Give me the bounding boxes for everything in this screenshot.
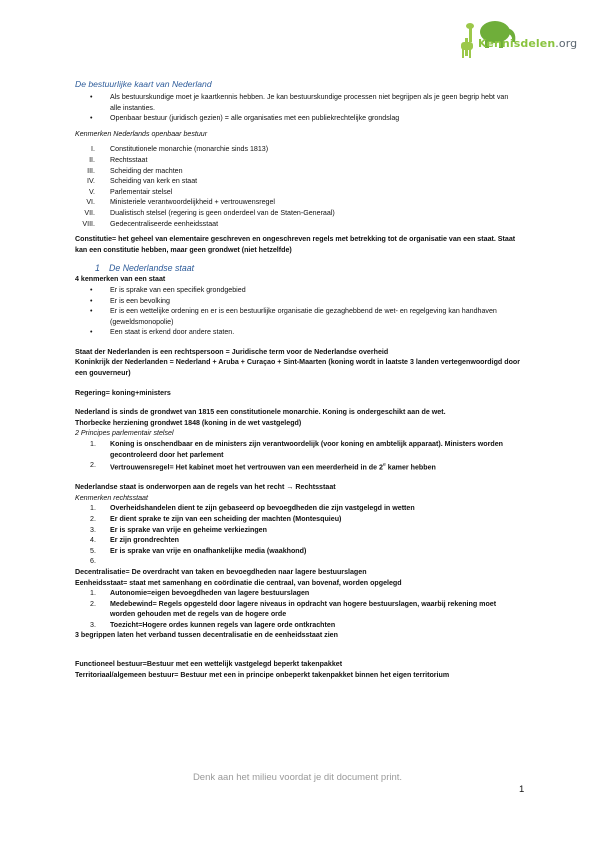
list-text: Er is sprake van vrije en onafhankelijke media (waakhond) <box>110 546 307 555</box>
arrow-icon: → <box>286 483 294 492</box>
list-text: Constitutionele monarchie (monarchie sinds 1813) <box>110 145 269 154</box>
list-number: VIII. <box>82 219 95 228</box>
document-body <box>75 78 520 680</box>
list-item <box>75 546 520 557</box>
list-text: Autonomie=eigen bevoegdheden van lagere bestuurslagen <box>110 589 310 598</box>
logo-domain-text: .org <box>555 37 578 50</box>
giraffe-icon <box>461 23 474 58</box>
section-heading <box>95 262 520 274</box>
grondwet-paragraph: Nederland is sinds de grondwet van 1815 een constitutionele monarchie. Koning is ondergeschikt aan de wet. <box>75 408 446 417</box>
list-item <box>75 514 520 525</box>
principes-list <box>75 439 520 473</box>
staat-intro: 4 kenmerken van een staat <box>75 275 166 284</box>
list-text-tail: kamer hebben <box>385 463 436 472</box>
kenmerken-list <box>75 144 520 229</box>
list-text: Ministeriele verantwoordelijkheid + vertrouwensregel <box>110 198 276 207</box>
list-number: 4. <box>90 536 96 545</box>
list-number: 3. <box>90 525 96 534</box>
rechtsstaat-heading: Kenmerken rechtsstaat <box>75 493 148 502</box>
logo-main-text: Kennisdelen <box>478 37 556 50</box>
footer-note: Denk aan het milieu voordat je dit document print. <box>192 772 403 783</box>
list-item <box>75 535 520 546</box>
list-item <box>75 588 520 599</box>
list-item <box>75 599 520 620</box>
superscript: e <box>383 462 386 469</box>
staat-list <box>75 285 520 338</box>
list-item <box>75 187 520 198</box>
list-number: 2. <box>90 514 96 523</box>
list-item <box>75 166 520 177</box>
section-number: 1 <box>95 263 100 274</box>
list-text: Koning is onschendbaar en de ministers zijn verantwoordelijk (voor koning en ambtelijk apparaat). Ministers worden gecontroleerd door het parlement <box>110 440 503 459</box>
list-item: • Er is een bevolking <box>75 296 520 307</box>
list-number: 2. <box>90 599 96 608</box>
regering-paragraph: Regering= koning+ministers <box>75 388 171 397</box>
list-item: • Als bestuurskundige moet je kaartkennis hebben. Je kan bestuurskundige processen niet begrijpen als je geen begrip hebt van alle instanties. <box>75 92 520 113</box>
list-item <box>75 525 520 536</box>
list-item <box>75 208 520 219</box>
list-number: II. <box>89 155 95 164</box>
list-text: Er zijn grondrechten <box>110 536 179 545</box>
logo-wordmark <box>478 37 577 50</box>
begrippen-tail: 3 begrippen laten het verband tussen decentralisatie en de eenheidsstaat zien <box>75 631 338 640</box>
list-number: IV. <box>86 177 95 186</box>
list-item <box>75 144 520 155</box>
list-item <box>75 556 520 567</box>
list-text: Parlementair stelsel <box>110 187 173 196</box>
section-title: De Nederlandse staat <box>109 263 195 274</box>
list-item: • Er is sprake van een specifiek grondgebied <box>75 285 520 296</box>
decentralisatie-paragraph: Decentralisatie= De overdracht van taken en bevoegdheden naar lagere bestuurslagen <box>75 567 367 576</box>
list-number: 1. <box>90 504 96 513</box>
list-item <box>75 176 520 187</box>
rechtsstaat-list <box>75 503 520 567</box>
list-text: Overheidshandelen dient te zijn gebaseerd op bevoegdheden die zijn vastgelegd in wetten <box>110 504 415 513</box>
constitutie-paragraph: Constitutie= het geheel van elementaire geschreven en ongeschreven regels met betrekking tot de organisatie van een staat. Staat kan een constitutie hebben, maar geen grondwet (niet hetzelfde) <box>75 235 516 254</box>
list-number: 1. <box>90 440 96 449</box>
territoriaal-paragraph: Territoriaal/algemeen bestuur= Bestuur met een in principe onbeperkt takenpakket binnen het eigen territorium <box>75 670 450 679</box>
list-item: • Openbaar bestuur (juridisch gezien) = alle organisaties met een publiekrechtelijke grondslag <box>75 113 520 124</box>
thorbecke-paragraph: Thorbecke herziening grondwet 1848 (koning in de wet vastgelegd) <box>75 418 302 427</box>
kenmerken-heading: Kenmerken Nederlands openbaar bestuur <box>75 129 208 138</box>
page-title: De bestuurlijke kaart van Nederland <box>75 79 212 89</box>
list-text: Medebewind= Regels opgesteld door lagere niveaus in opdracht van hogere bestuurslagen, waarbij rekening moet worden gehouden met de regels van de hogere orde <box>110 599 497 619</box>
list-item <box>75 197 520 208</box>
list-item <box>75 620 520 631</box>
list-text: Vertrouwensregel= Het kabinet moet het vertrouwen van een meerderheid in de 2 <box>110 463 383 472</box>
list-item: • Een staat is erkend door andere staten. <box>75 327 520 338</box>
principes-heading: 2 Principes parlementair stelsel <box>75 429 174 438</box>
rechtsstaat-word: Rechtsstaat <box>295 483 336 492</box>
list-number: 6. <box>90 557 96 566</box>
list-item <box>75 155 520 166</box>
list-number: I. <box>91 145 95 154</box>
list-number: 2. <box>90 461 96 470</box>
begrippen-list <box>75 588 520 630</box>
list-item: • Er is een wettelijke ordening en er is een bestuurlijke organisatie die gezaghebbend de wet- en regelgeving kan handhaven (geweldsmonopolie) <box>75 306 520 327</box>
rechtspersoon-paragraph: Staat der Nederlanden is een rechtspersoon = Juridische term voor de Nederlandse overheid <box>75 347 389 356</box>
list-number: V. <box>88 187 95 196</box>
list-item <box>75 460 520 473</box>
list-number: 1. <box>90 589 96 598</box>
list-text: Dualistisch stelsel (regering is geen onderdeel van de Staten-Generaal) <box>110 208 335 217</box>
eenheidsstaat-paragraph: Eenheidsstaat= staat met samenhang en coördinatie die centraal, van bovenaf, worden opgelegd <box>75 578 402 587</box>
list-text: Scheiding der machten <box>110 166 183 175</box>
list-text: Gedecentraliseerde eenheidsstaat <box>110 219 219 228</box>
list-item <box>75 503 520 514</box>
list-number: VII. <box>84 208 95 217</box>
list-number: 5. <box>90 546 96 555</box>
list-text: Rechtsstaat <box>110 155 148 164</box>
page-number: 1 <box>519 784 525 795</box>
list-text: Scheiding van kerk en staat <box>110 177 198 186</box>
list-text: Er dient sprake te zijn van een scheiding der machten (Montesquieu) <box>110 514 342 523</box>
list-text: Toezicht=Hogere ordes kunnen regels van lagere orde ontkrachten <box>110 620 336 629</box>
list-item <box>75 439 520 460</box>
list-number: 3. <box>90 620 96 629</box>
list-number: VI. <box>86 198 95 207</box>
functioneel-paragraph: Functioneel bestuur=Bestuur met een wettelijk vastgelegd beperkt takenpakket <box>75 660 343 669</box>
list-number: III. <box>87 166 95 175</box>
intro-list <box>75 92 520 124</box>
onderworpen-paragraph <box>75 482 520 493</box>
onderworpen-text: Nederlandse staat is onderworpen aan de regels van het recht <box>75 483 285 492</box>
list-text: Er is sprake van vrije en geheime verkiezingen <box>110 525 267 534</box>
list-item <box>75 219 520 230</box>
koninkrijk-paragraph: Koninkrijk der Nederlanden = Nederland + Aruba + Curaçao + Sint-Maarten (koning wordt in laatste 3 landen vertegenwoordigd door een gouverneur) <box>75 358 520 378</box>
